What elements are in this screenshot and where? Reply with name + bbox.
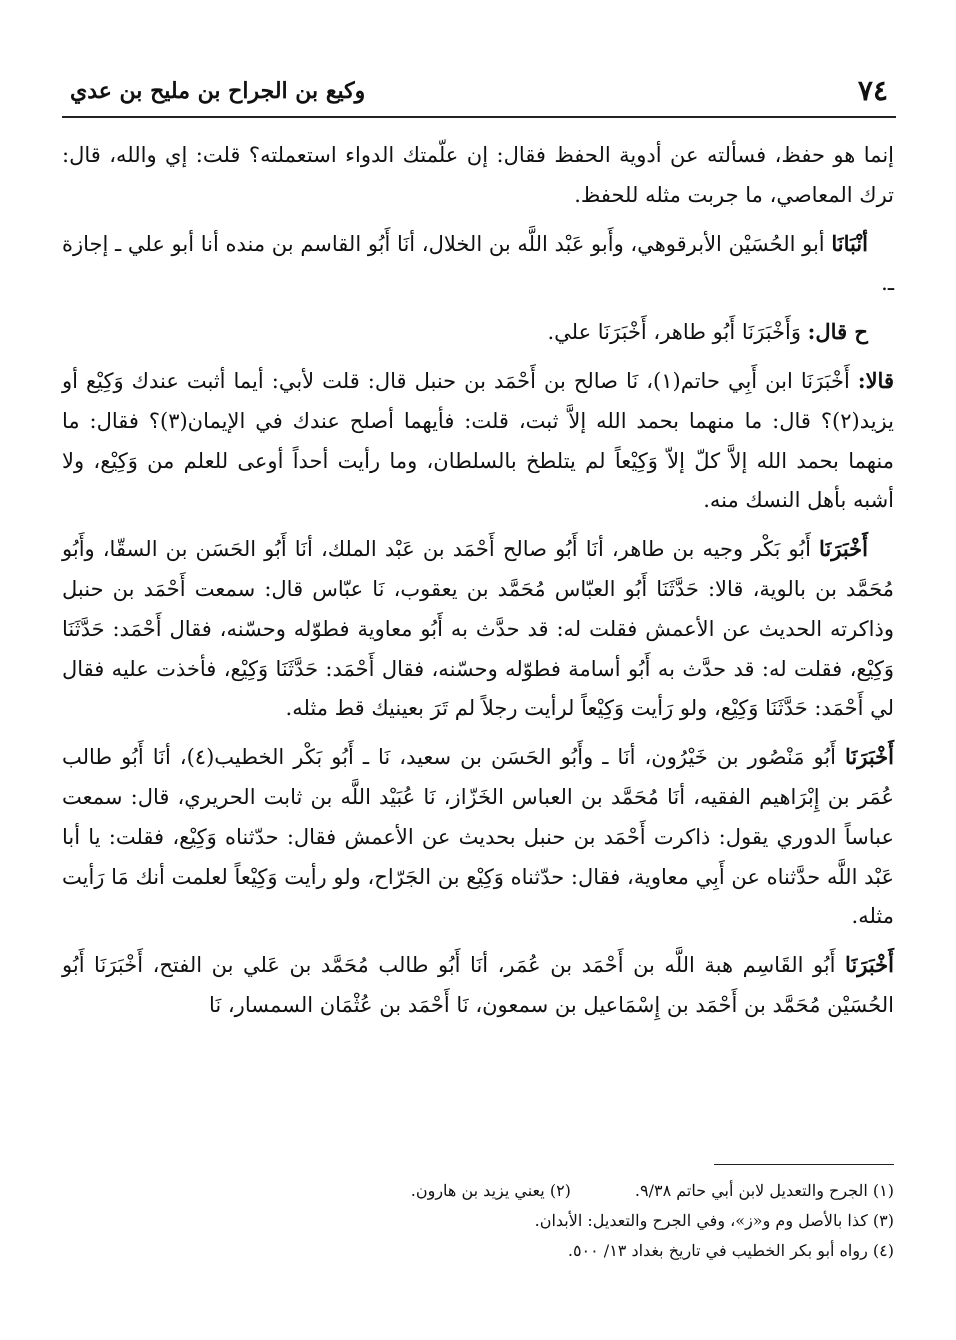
paragraph (62, 312, 894, 353)
footnote-3: (٣) كذا بالأصل وم و«ز»، وفي الجرح والتعديل: الأبدان. (534, 1211, 894, 1230)
footnote-row (62, 1206, 894, 1236)
paragraph-text: أَبُو بَكْر وجيه بن طاهر، أنَا أَبُو صالح أَحْمَد بن عَبْد الملك، أنَا أَبُو الحَسَن بن السقّا، وأَبُو مُحَمَّد بن بالوية، قالا: حَدَّثَنَا أَبُو العبّاس مُحَمَّد بن يعقوب، نَا عبّاس قال: سمعت أَحْمَد بن حنبل وذاكرته الحديث عن الأعمش فقلت له: قد حدَّث به أَبُو معاوية فطوّله وحسّنه، فقال أَحْمَد: حَدَّثَنَا وَكِيْع، فقلت له: قد حدَّث به أَبُو أسامة فطوّله وحسّنه، فقال أَحْمَد: حَدَّثَنَا وَكِيْع، فأخذت عليه فقال لي أَحْمَد: حَدَّثَنَا وَكِيْع، ولو رَأيت وَكِيْعاً لرأيت رجلاً لم تَرَ بعينيك قط مثله. (62, 537, 894, 721)
footnote-2: (٢) يعني يزيد بن هارون. (410, 1181, 571, 1200)
footnote-4: (٤) رواه أبو بكر الخطيب في تاريخ بغداد ١٣/ ٥٠٠. (567, 1241, 894, 1260)
paragraph-text: وَأَخْبَرَنَا أَبُو طاهر، أَخْبَرَنَا علي. (547, 320, 808, 345)
page-header (62, 66, 896, 118)
paragraph-keyword: قالا: (857, 367, 894, 393)
paragraph-keyword: أنْبَانَا (831, 230, 868, 256)
paragraph (62, 945, 894, 1026)
paragraph (62, 529, 894, 729)
paragraph-text: أَبُو مَنْصُور بن خَيْرُون، أنَا ـ وأَبُو الحَسَن بن سعيد، نَا ـ أَبُو بَكْر الخطيب(٤)، أنَا أَبُو طالب عُمَر بن إِبْرَاهيم الفقيه، أنَا مُحَمَّد بن العباس الخَزّاز، نَا عُبَيْد اللَّه بن ثابت الحريري، قال: سمعت عباساً الدوري يقول: ذاكرت أَحْمَد بن حنبل بحديث عن الأعمش فقال: حدّثناه وَكِيْع، فقلت: يا أبا عَبْد اللَّه حدَّثناه عن أَبِي معاوية، فقال: حدّثناه وَكِيْع بن الجَرّاح، ولو رأيت وَكِيْعاً لعلمت أنك مَا رَأيت مثله. (62, 745, 894, 929)
paragraph-text: أبو الحُسَيْن الأبرقوهي، وأَبو عَبْد اللَّه بن الخلال، أنَا أَبُو القاسم بن منده أنا أبو علي ـ إجازة ـ. (62, 231, 894, 296)
footnote-row (62, 1236, 894, 1266)
paragraph (62, 361, 894, 521)
paragraph-text: أَبُو القَاسِم هبة اللَّه بن أَحْمَد بن عُمَر، أنَا أَبُو طالب مُحَمَّد بن عَلي بن الفتح، أَخْبَرَنَا أَبُو الحُسَيْن مُحَمَّد بن أَحْمَد بن إِسْمَاعيل بن سمعون، نَا أَحْمَد بن عُثْمَان السمسار، نَا (62, 953, 894, 1017)
paragraph-text: أَخْبَرَنَا ابن أَبِي حاتم(١)، نَا صالح بن أَحْمَد بن حنبل قال: قلت لأبي: أيما أثبت عندك وَكِيْع أو يزيد(٢)؟ قال: ما منهما بحمد الله إلاَّ ثبت، قلت: فأيهما أصلح عندك في الإيمان(٣)؟ فقال: ما منهما بحمد الله إلاَّ كلّ إلاّ وَكِيْعاً لم يتلطخ بالسلطان، وما رأيت أحداً أوعى للعلم من وَكِيْع، ولا أشبه بأهل النسك منه. (62, 368, 894, 513)
paragraph (62, 136, 894, 216)
footnote-row (62, 1176, 894, 1206)
paragraph-keyword: ح قال: (807, 319, 868, 345)
paragraph-keyword: أَخْبَرَنَا (845, 744, 894, 770)
running-title: وكيع بن الجراح بن مليح بن عدي (70, 78, 366, 104)
paragraph-keyword: أَخْبَرَنَا (845, 952, 894, 978)
main-text (62, 136, 894, 1034)
paragraph (62, 224, 894, 305)
footnote-separator (714, 1164, 894, 1165)
page-number: ٧٤ (857, 74, 888, 107)
footnote-1: (١) الجرح والتعديل لابن أبي حاتم ٩/٣٨. (634, 1181, 894, 1200)
footnotes (62, 1176, 894, 1266)
paragraph (62, 737, 894, 937)
paragraph-keyword: أَخْبَرَنَا (819, 536, 868, 562)
paragraph-text: إنما هو حفظ، فسألته عن أدوية الحفظ فقال: إن علّمتك الدواء استعملته؟ قلت: إي والله، قال: ترك المعاصي، ما جربت مثله للحفظ. (62, 143, 894, 207)
